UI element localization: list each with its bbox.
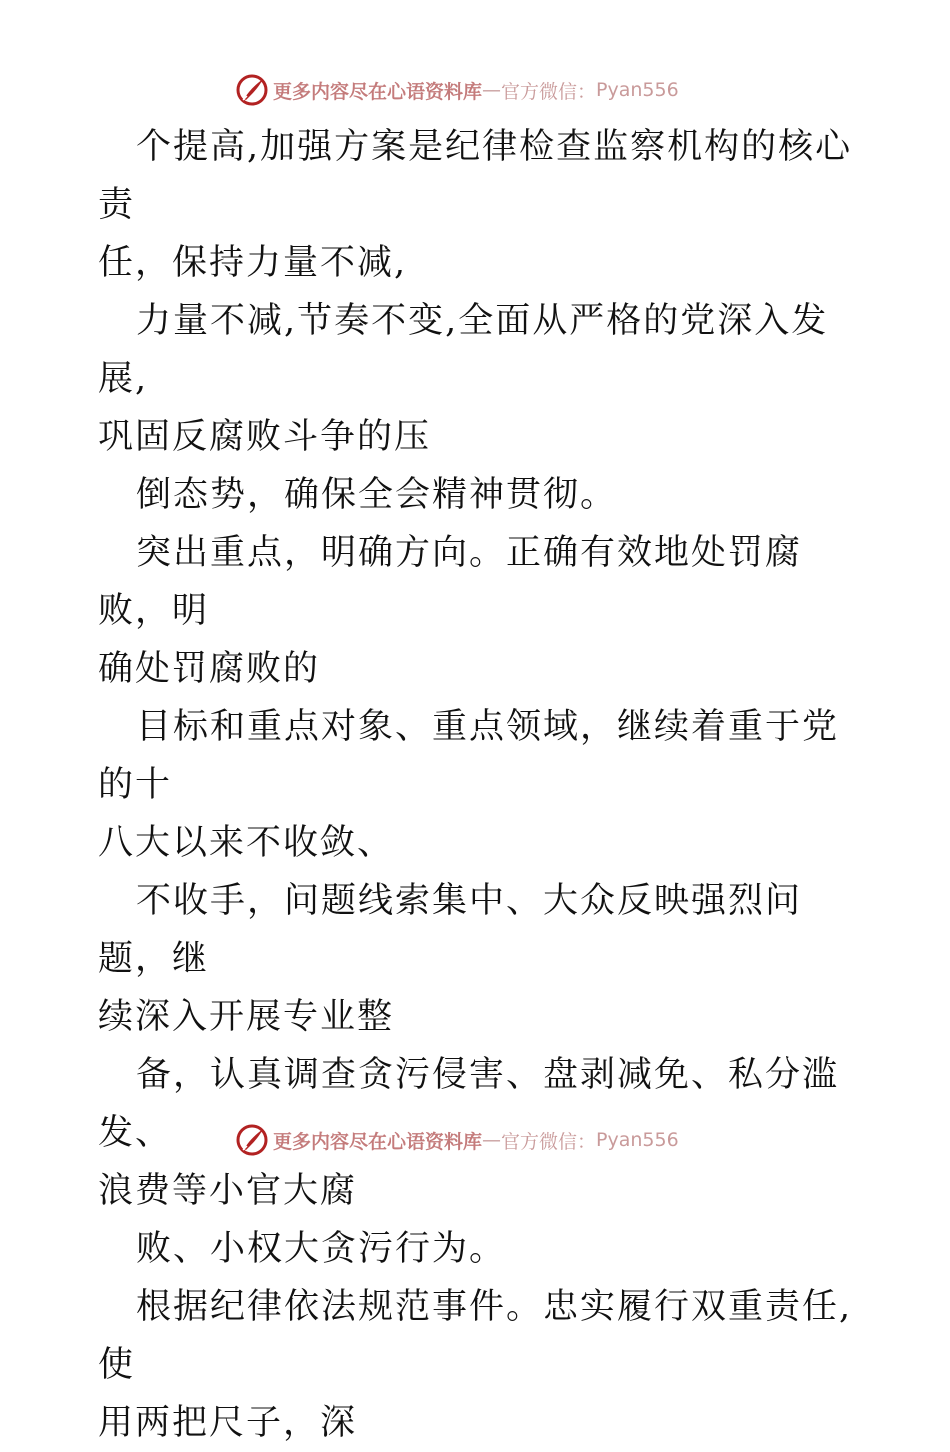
text-line: 续深入开展专业整 [98, 997, 395, 1037]
text-line: 败、小权大贪污行为。 [136, 1229, 507, 1269]
text-line: 巩固反腐败斗争的压 [98, 417, 432, 457]
quill-logo-icon [235, 73, 269, 107]
text-line: 倒态势，确保全会精神贯彻。 [136, 475, 618, 515]
text-line: 根据纪律依法规范事件。忠实履行双重责任,使 [98, 1287, 853, 1385]
text-line: 浪费等小官大腐 [98, 1171, 358, 1211]
paragraph [98, 118, 858, 292]
header-site-text: 更多内容尽在心语资料库 [273, 80, 483, 103]
text-line: 用两把尺子，深 [98, 1403, 358, 1443]
text-line: 个提高,加强方案是纪律检查监察机构的核心责 [98, 127, 853, 225]
body-text [98, 118, 858, 1452]
paragraph [98, 1220, 858, 1278]
paragraph [98, 698, 858, 872]
paragraph [98, 292, 858, 466]
text-line: 力量不减,节奏不变,全面从严格的党深入发展, [98, 301, 829, 399]
text-line: 不收手，问题线索集中、大众反映强烈问题，继 [98, 881, 803, 979]
text-line: 任，保持力量不减, [98, 243, 408, 283]
text-line: 八大以来不收敛、 [98, 823, 395, 863]
text-line: 目标和重点对象、重点领域，继续着重于党的十 [98, 707, 840, 805]
header-wechat-id: Pyan556 [596, 79, 679, 101]
header-wechat-label: 官方微信： [501, 80, 597, 103]
paragraph [98, 524, 858, 698]
header-watermark-banner [235, 72, 755, 108]
quill-logo-icon [235, 1123, 269, 1157]
text-line: 突出重点，明确方向。正确有效地处罚腐败，明 [98, 533, 803, 631]
footer-dash: — [482, 1129, 502, 1151]
text-line: 备，认真调查贪污侵害、盘剥减免、私分滥发、 [98, 1055, 840, 1153]
footer-site-text: 更多内容尽在心语资料库 [273, 1130, 483, 1153]
header-dash: — [482, 79, 502, 101]
footer-wechat-label: 官方微信： [501, 1130, 597, 1153]
text-line: 确处罚腐败的 [98, 649, 321, 689]
footer-watermark-banner [235, 1122, 755, 1158]
footer-wechat-id: Pyan556 [596, 1129, 679, 1151]
paragraph [98, 1278, 858, 1452]
paragraph [98, 466, 858, 524]
paragraph [98, 872, 858, 1046]
